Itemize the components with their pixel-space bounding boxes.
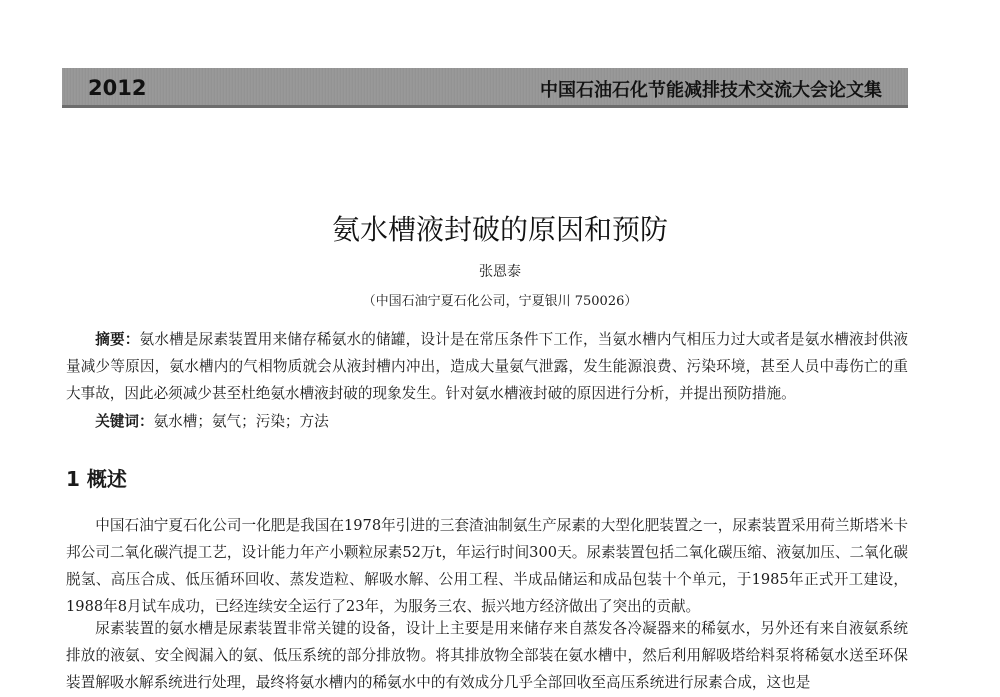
body-paragraph-2: 尿素装置的氨水槽是尿素装置非常关键的设备，设计上主要是用来储存来自蒸发各冷凝器来的稀氨水，另外还有来自液氨系统排放的液氨、安全阀漏入的氨、低压系统的部分排放物。将其排放物全部装在氨水槽中，然后利用解吸塔给料泵将稀氨水送至环保装置解吸水解系统进行处理，最终将氨水槽内的稀氨水中的有效成分几乎全部回收至高压系统进行尿素合成，这也是 — [66, 620, 908, 691]
section-heading: 1 概述 — [66, 467, 127, 491]
keywords-label: 关键词： — [95, 413, 154, 430]
article-author: 张恩泰 — [479, 264, 521, 280]
keywords-text: 氨水槽；氨气；污染；方法 — [153, 413, 329, 430]
header-series-title: 中国石油石化节能减排技术交流大会论文集 — [540, 80, 882, 101]
body-paragraph-1: 中国石油宁夏石化公司一化肥是我国在1978年引进的三套渣油制氨生产尿素的大型化肥装置之一，尿素装置采用荷兰斯塔米卡邦公司二氧化碳汽提工艺，设计能力年产小颗粒尿素52万t，年运行时间300天。尿素装置包括二氧化碳压缩、液氨加压、二氧化碳脱氢、高压合成、低压循环回收、蒸发造粒、解吸水解、公用工程、半成品储运和成品包装十个单元，于1985年正式开工建设，1988年8月试车成功，已经连续安全运行了23年，为服务三农、振兴地方经济做出了突出的贡献。 — [66, 517, 908, 615]
header-year: 2012 — [88, 76, 147, 100]
keywords — [66, 408, 908, 435]
article-title: 氨水槽液封破的原因和预防 — [331, 213, 668, 246]
header-rule — [62, 105, 908, 108]
abstract — [66, 326, 908, 407]
article-affiliation: （中国石油宁夏石化公司，宁夏银川 750026） — [362, 294, 638, 309]
abstract-label: 摘要： — [95, 331, 140, 348]
abstract-text: 氨水槽是尿素装置用来储存稀氨水的储罐，设计是在常压条件下工作，当氨水槽内气相压力过大或者是氨水槽液封供液量减少等原因，氨水槽内的气相物质就会从液封槽内冲出，造成大量氨气泄露，发生能源浪费、污染环境，甚至人员中毒伤亡的重大事故，因此必须减少甚至杜绝氨水槽液封破的现象发生。针对氨水槽液封破的原因进行分析，并提出预防措施。 — [66, 331, 908, 402]
